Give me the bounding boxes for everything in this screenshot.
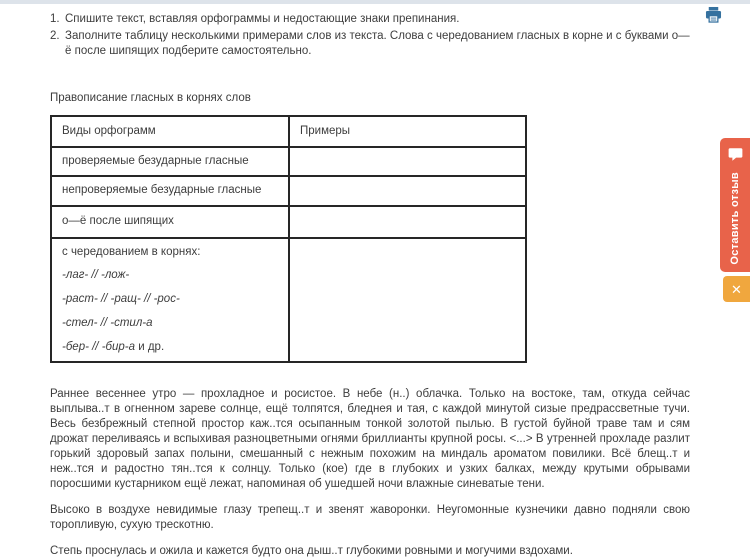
exercise-text [50,387,690,558]
root-example [62,340,278,355]
feedback-tab-label: Оставить отзыв [729,172,741,265]
paragraph: Раннее весеннее утро — прохладное и росистое. В небе (н..) облачка. Только на востоке, там, откуда сейчас выплыва..т в огненном зареве солнце, ещё толпятся, бледнея и тая, с каждой минутой сизые предрассветные тучи. Весь безбрежный степной простор каж..тся осыпанным тонкой золотой пылью. В густой буйной траве там и сям дрожат переливаясь и вспыхивая разноцветными огнями бриллианты крупной росы. <...> В утренней прохладе разлит горький здоровый запах полыни, смешанный с нежным похожим на миндаль ароматом повилики. Всё блещ..т и неж..тся и радостно тян..тся к солнцу. Только (кое) где в глубоких и узких балках, между крутыми обрывами поросшими кустарником ещё лежат, напоминая об ушедшей ночи влажные синеватые тени. [50,388,690,490]
root-example-text: -бер- // -бир-а [62,341,136,354]
task-list [50,12,690,60]
paragraph: Высоко в воздухе невидимые глазу трепещ..т и звенят жаворонки. Неугомонные кузнечики давно подняли свою торопливую, сухую трескотню. [50,503,690,531]
orthogram-type-cell: непроверяемые безударные гласные [51,176,289,206]
root-example: -стел- // -стил-а [62,317,153,330]
exercise-page [0,4,750,559]
print-button[interactable] [703,5,723,25]
table-title: Правописание гласных в корнях слов [50,91,251,104]
table-row [51,176,526,206]
root-example: -лаг- // -лож- [62,269,130,282]
orthogram-type-cell: о—ё после шипящих [51,206,289,238]
examples-cell-empty [289,206,526,238]
table-row [51,206,526,238]
feedback-tab[interactable] [720,138,750,272]
table-row [51,238,526,363]
task-text: Заполните таблицу несколькими примерами слов из текста. Слова с чередованием гласных в корне и с буквами о—ё после шипящих подберите самостоятельно. [65,30,690,58]
table-header-row [51,116,526,147]
chat-bubble-icon [728,147,743,165]
root-example: -раст- // -ращ- // -рос- [62,293,180,306]
close-icon: ✕ [731,281,742,297]
examples-cell-empty [289,176,526,206]
examples-cell-empty [289,147,526,176]
roots-label: с чередованием в корнях: [62,245,201,258]
orthogram-type-cell [51,238,289,363]
printer-icon [704,12,723,27]
table-row [51,147,526,176]
task-number: 2. [50,30,60,43]
paragraph: Степь проснулась и ожила и кажется будто она дыш..т глубокими ровными и могучими вздохами. [50,544,573,557]
orthogram-type-cell: проверяемые безударные гласные [51,147,289,176]
task-item [50,29,690,59]
close-feedback-button[interactable] [723,276,750,302]
orthography-table [50,115,527,364]
root-example-suffix: и др. [138,341,165,354]
task-item [50,12,690,27]
table-header-types: Виды орфограмм [51,116,289,147]
examples-cell-empty [289,238,526,363]
task-text: Спишите текст, вставляя орфограммы и недостающие знаки препинания. [65,13,460,25]
task-number: 1. [50,13,60,25]
table-header-examples: Примеры [289,116,526,147]
